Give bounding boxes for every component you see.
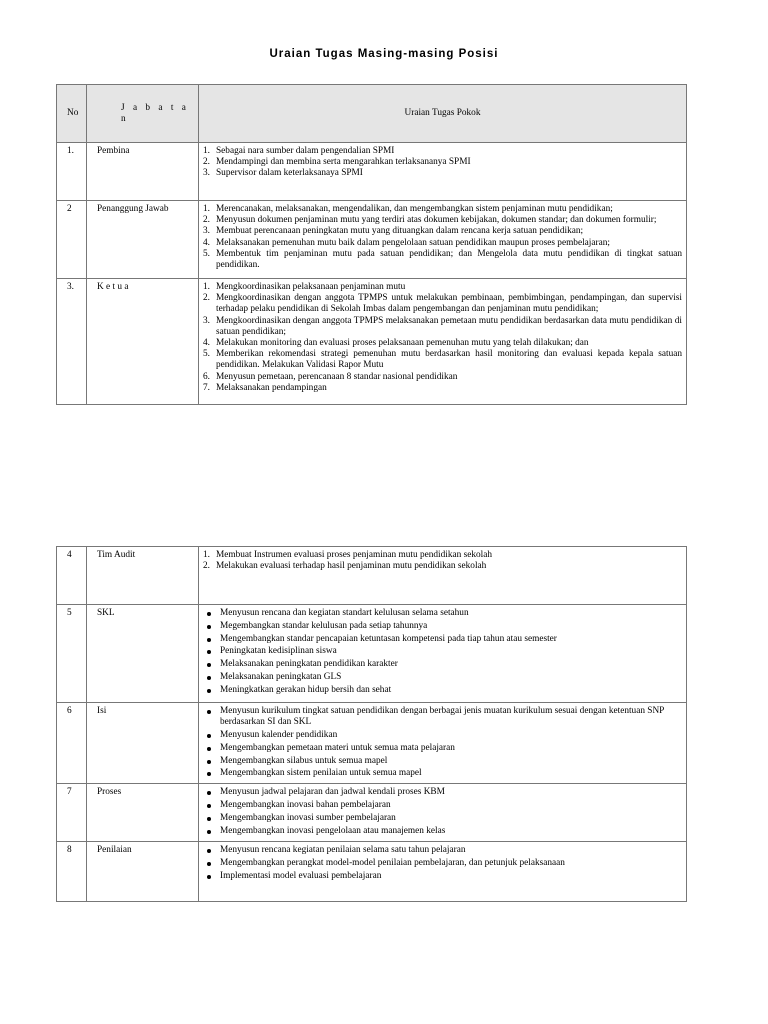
task-item: [203, 730, 682, 741]
task-item: [203, 215, 682, 226]
document-title: Uraian Tugas Masing-masing Posisi: [269, 48, 499, 60]
row-jabatan: Proses: [87, 784, 199, 842]
task-text: Mengembangkan standar pencapaian ketuntasan kompetensi pada tiap tahun atau semester: [220, 633, 557, 644]
task-text: Menyusun rencana dan kegiatan standart kelulusan selama setahun: [220, 608, 469, 618]
task-item: [203, 316, 682, 338]
row-jabatan: Penilaian: [87, 842, 199, 902]
bullet-icon: [207, 760, 211, 764]
row-tasks: [199, 201, 687, 279]
bullet-icon: [207, 747, 211, 751]
task-item: [203, 743, 682, 754]
row-number: 8: [57, 842, 87, 902]
task-text: Mengembangkan silabus untuk semua mapel: [220, 755, 388, 766]
task-item: [203, 204, 682, 215]
bullet-icon: [207, 734, 211, 738]
task-number: 3.: [203, 168, 210, 179]
row-tasks: [199, 703, 687, 784]
table-row: [57, 547, 687, 605]
bullet-task-list: [203, 608, 682, 696]
table-row: [57, 201, 687, 279]
task-text: Mendampingi dan membina serta mengarahkan terlaksananya SPMI: [216, 157, 471, 168]
task-text: Memberikan rekomendasi strategi pemenuhan mutu berdasarkan hasil monitoring dan evaluasi kepada kepala satuan pendidikan. Melakukan Validasi Rapor Mutu: [216, 349, 682, 371]
bullet-icon: [207, 625, 211, 629]
bullet-icon: [207, 875, 211, 879]
task-item: [203, 858, 682, 869]
table-row: [57, 784, 687, 842]
row-tasks: [199, 143, 687, 201]
task-item: [203, 608, 682, 619]
task-text: Merencanakan, melaksanakan, mengendalikan, dan mengembangkan sistem penjaminan mutu pendidikan;: [216, 204, 613, 214]
task-text: Mengkoordinasikan pelaksanaan penjaminan mutu: [216, 282, 406, 292]
row-number: 6: [57, 703, 87, 784]
task-item: [203, 756, 682, 767]
bullet-icon: [207, 612, 211, 616]
bullet-icon: [207, 676, 211, 680]
row-tasks: [199, 279, 687, 405]
task-text: Membuat perencanaan peningkatan mutu yang dituangkan dalam rencana kerja satuan pendidikan;: [216, 226, 584, 237]
task-item: [203, 672, 682, 683]
task-number: 5.: [203, 248, 210, 259]
table-row: [57, 143, 687, 201]
bullet-icon: [207, 710, 211, 714]
task-item: [203, 146, 682, 157]
task-text: Mengembangkan pemetaan materi untuk semua mata pelajaran: [220, 742, 455, 753]
row-number: 3.: [57, 279, 87, 405]
task-table-1: [56, 84, 687, 405]
task-text: Melakukan monitoring dan evaluasi proses pelaksanaan pemenuhan mutu yang telah dilakukan; dan: [216, 338, 589, 349]
task-text: Sebagai nara sumber dalam pengendalian SPMI: [216, 146, 395, 156]
task-text: Mengkoordinasikan dengan anggota TPMPS untuk melakukan pembinaan, pembimbingan, pendampingan, dan supervisi terhadap pelaku pendidikan di Sekolah Imbas dalam pengembangan dan penjaminan mutu pendidikan;: [216, 293, 682, 315]
task-number: 2.: [203, 215, 210, 226]
task-text: Menyusun pemetaan, perencanaan 8 standar nasional pendidikan: [216, 371, 458, 382]
task-item: [203, 561, 682, 572]
task-text: Melaksanakan peningkatan pendidikan karakter: [220, 659, 398, 670]
task-text: Mengembangkan perangkat model-model penilaian pembelajaran, dan petunjuk pelaksanaan: [220, 857, 565, 868]
task-text: Menyusun rencana kegiatan penilaian selama satu tahun pelajaran: [220, 845, 466, 856]
task-text: Implementasi model evaluasi pembelajaran: [220, 870, 382, 881]
row-jabatan: Isi: [87, 703, 199, 784]
task-text: Supervisor dalam keterlaksanaya SPMI: [216, 168, 363, 179]
task-item: [203, 338, 682, 349]
task-number: 1.: [203, 282, 210, 292]
task-text: Meningkatkan gerakan hidup bersih dan sehat: [220, 684, 392, 695]
task-number: 1.: [203, 204, 210, 214]
bullet-icon: [207, 849, 211, 853]
task-table-2: [56, 546, 687, 902]
task-text: Melakukan evaluasi terhadap hasil penjaminan mutu pendidikan sekolah: [216, 561, 487, 572]
task-item: [203, 659, 682, 670]
bullet-icon: [207, 689, 211, 693]
row-number: 2: [57, 201, 87, 279]
task-text: Mengembangkan sistem penilaian untuk semua mapel: [220, 768, 422, 779]
task-text: Menyusun kalender pendidikan: [220, 730, 338, 740]
row-jabatan: SKL: [87, 605, 199, 703]
header-uraian: Uraian Tugas Pokok: [199, 85, 687, 143]
task-number: 4.: [203, 237, 210, 248]
numbered-task-list: [203, 146, 682, 180]
task-item: [203, 226, 682, 237]
table-header-row: [57, 85, 687, 143]
task-item: [203, 349, 682, 371]
bullet-icon: [207, 663, 211, 667]
numbered-task-list: [203, 282, 682, 394]
task-item: [203, 238, 682, 249]
row-tasks: [199, 784, 687, 842]
bullet-icon: [207, 791, 211, 795]
task-text: Menyusun dokumen penjaminan mutu yang terdiri atas dokumen kebijakan, dokumen standar; dan dokumen formulir;: [216, 215, 657, 226]
table-row: [57, 605, 687, 703]
task-number: 1.: [203, 146, 210, 156]
row-tasks: [199, 605, 687, 703]
table-row: [57, 703, 687, 784]
task-text: Membuat Instrumen evaluasi proses penjaminan mutu pendidikan sekolah: [216, 550, 493, 560]
table-row: [57, 279, 687, 405]
task-number: 3.: [203, 226, 210, 237]
task-item: [203, 845, 682, 856]
task-number: 5.: [203, 349, 210, 360]
task-item: [203, 685, 682, 696]
bullet-task-list: [203, 787, 682, 837]
row-jabatan: Tim Audit: [87, 547, 199, 605]
bullet-icon: [207, 804, 211, 808]
task-item: [203, 372, 682, 383]
task-text: Peningkatan kedisiplinan siswa: [220, 646, 337, 657]
bullet-icon: [207, 650, 211, 654]
task-item: [203, 550, 682, 561]
task-text: Melaksanakan pendampingan: [216, 382, 327, 393]
task-item: [203, 157, 682, 168]
task-number: 4.: [203, 338, 210, 349]
task-text: Melaksanakan pemenuhan mutu baik dalam pengelolaan satuan pendidikan maupun proses pembelajaran;: [216, 237, 610, 248]
task-number: 2.: [203, 561, 210, 572]
task-item: [203, 168, 682, 179]
task-item: [203, 706, 682, 728]
task-number: 3.: [203, 315, 210, 326]
bullet-icon: [207, 862, 211, 866]
task-item: [203, 826, 682, 837]
table-row: [57, 842, 687, 902]
table-1-body: [57, 143, 687, 405]
row-number: 4: [57, 547, 87, 605]
task-item: [203, 787, 682, 798]
row-jabatan: K e t u a: [87, 279, 199, 405]
numbered-task-list: [203, 550, 682, 572]
task-item: [203, 249, 682, 271]
header-jabatan: J a b a t a n: [87, 85, 199, 143]
task-number: 6.: [203, 371, 210, 382]
task-item: [203, 634, 682, 645]
task-text: Mengkoordinasikan dengan anggota TPMPS melaksanakan pemetaan mutu pendidikan berdasarkan data mutu pendidikan di satuan pendidikan;: [216, 315, 682, 337]
row-tasks: [199, 547, 687, 605]
task-item: [203, 293, 682, 315]
task-item: [203, 282, 682, 293]
bullet-task-list: [203, 845, 682, 882]
task-item: [203, 800, 682, 811]
bullet-icon: [207, 638, 211, 642]
bullet-icon: [207, 772, 211, 776]
header-no: No: [57, 85, 87, 143]
task-text: Megembangkan standar kelulusan pada setiap tahunnya: [220, 620, 428, 631]
task-text: Menyusun jadwal pelajaran dan jadwal kendali proses KBM: [220, 787, 445, 798]
task-number: 2.: [203, 293, 210, 304]
row-number: 5: [57, 605, 87, 703]
task-text: Membentuk tim penjaminan mutu pada satuan pendidikan; dan Mengelola data mutu pendidikan di tingkat satuan pendidikan.: [216, 248, 682, 271]
task-item: [203, 383, 682, 394]
task-text: Menyusun kurikulum tingkat satuan pendidikan dengan berbagai jenis muatan kurikulum sesuai dengan ketentuan SNP berdasarkan SI dan SKL: [220, 706, 665, 728]
row-number: 7: [57, 784, 87, 842]
row-jabatan: Pembina: [87, 143, 199, 201]
task-number: 1.: [203, 550, 210, 560]
task-text: Mengembangkan inovasi pengelolaan atau manajemen kelas: [220, 825, 446, 836]
row-tasks: [199, 842, 687, 902]
numbered-task-list: [203, 204, 682, 271]
row-number: 1.: [57, 143, 87, 201]
task-item: [203, 646, 682, 657]
task-text: Mengembangkan inovasi bahan pembelajaran: [220, 799, 391, 810]
task-text: Melaksanakan peningkatan GLS: [220, 671, 342, 682]
bullet-task-list: [203, 706, 682, 780]
task-number: 2.: [203, 157, 210, 168]
task-text: Mengembangkan inovasi sumber pembelajaran: [220, 812, 396, 823]
row-jabatan: Penanggung Jawab: [87, 201, 199, 279]
task-number: 7.: [203, 382, 210, 393]
bullet-icon: [207, 830, 211, 834]
bullet-icon: [207, 817, 211, 821]
table-2-body: [57, 547, 687, 902]
task-item: [203, 768, 682, 779]
task-item: [203, 813, 682, 824]
task-item: [203, 621, 682, 632]
task-item: [203, 871, 682, 882]
